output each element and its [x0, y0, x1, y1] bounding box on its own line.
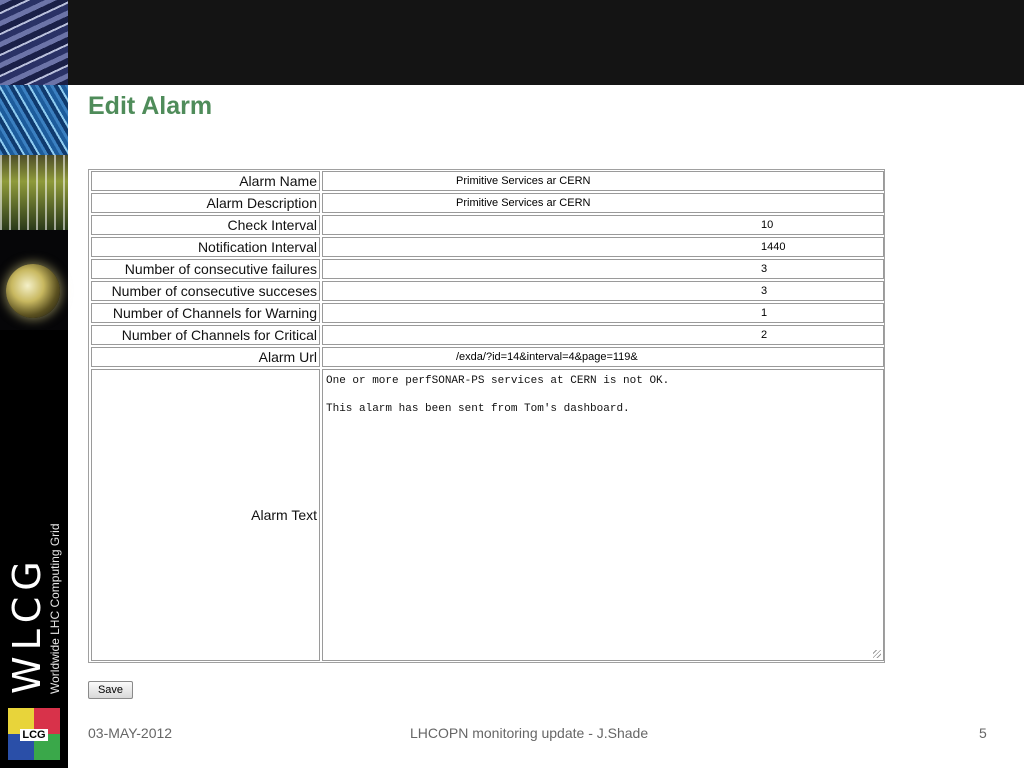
fiber-cables-photo: [0, 155, 68, 230]
consecutive-successes-input[interactable]: [322, 281, 884, 301]
page-number: 5: [979, 725, 987, 741]
field-value: 3: [761, 263, 768, 275]
field-value: /exda/?id=14&interval=4&page=119&: [456, 351, 638, 363]
consecutive-failures-input[interactable]: [322, 259, 884, 279]
channels-warning-input[interactable]: [322, 303, 884, 323]
field-value: 3: [761, 285, 768, 297]
field-value: Primitive Services ar CERN: [456, 175, 591, 187]
resize-handle-icon[interactable]: [873, 650, 881, 658]
wlcg-logo-text: WLCG: [5, 555, 49, 694]
alarm-text-content: One or more perfSONAR-PS services at CERN is not OK. This alarm has been sent from Tom's dashboard.: [326, 375, 670, 415]
alarm-description-input[interactable]: [322, 193, 884, 213]
field-label: Check Interval: [91, 215, 320, 235]
field-label: Alarm Description: [91, 193, 320, 213]
field-value: Primitive Services ar CERN: [456, 197, 591, 209]
check-interval-input[interactable]: [322, 215, 884, 235]
field-value: 1: [761, 307, 768, 319]
field-value: 1440: [761, 241, 786, 253]
alarm-text-textarea[interactable]: [322, 369, 884, 661]
field-label: Alarm Url: [91, 347, 320, 367]
slide-sidebar: [0, 0, 68, 768]
network-cables-photo: [0, 85, 68, 155]
field-value: 10: [761, 219, 774, 231]
footer-title: LHCOPN monitoring update - J.Shade: [410, 725, 649, 741]
footer-date: 03-MAY-2012: [88, 725, 173, 741]
lcg-logo-text: LCG: [22, 729, 46, 741]
field-label: Number of consecutive failures: [91, 259, 320, 279]
globe-photo: [0, 230, 68, 330]
field-label: Number of Channels for Critical: [91, 325, 320, 345]
field-label: Alarm Text: [91, 369, 320, 661]
wlcg-logo: [5, 523, 62, 694]
alarm-name-input[interactable]: [322, 171, 884, 191]
field-label: Number of Channels for Warning: [91, 303, 320, 323]
field-label: Number of consecutive succeses: [91, 281, 320, 301]
wlcg-tagline: Worldwide LHC Computing Grid: [48, 523, 62, 694]
save-button[interactable]: Save: [88, 681, 133, 699]
field-label: Notification Interval: [91, 237, 320, 257]
server-rack-photo: [0, 0, 68, 85]
field-value: 2: [761, 329, 768, 341]
field-label: Alarm Name: [91, 171, 320, 191]
globe-icon: [6, 264, 60, 318]
notification-interval-input[interactable]: [322, 237, 884, 257]
alarm-url-input[interactable]: [322, 347, 884, 367]
edit-alarm-form: [88, 169, 885, 663]
channels-critical-input[interactable]: [322, 325, 884, 345]
slide-header-bar: [68, 0, 1024, 85]
page-title: Edit Alarm: [88, 92, 213, 120]
